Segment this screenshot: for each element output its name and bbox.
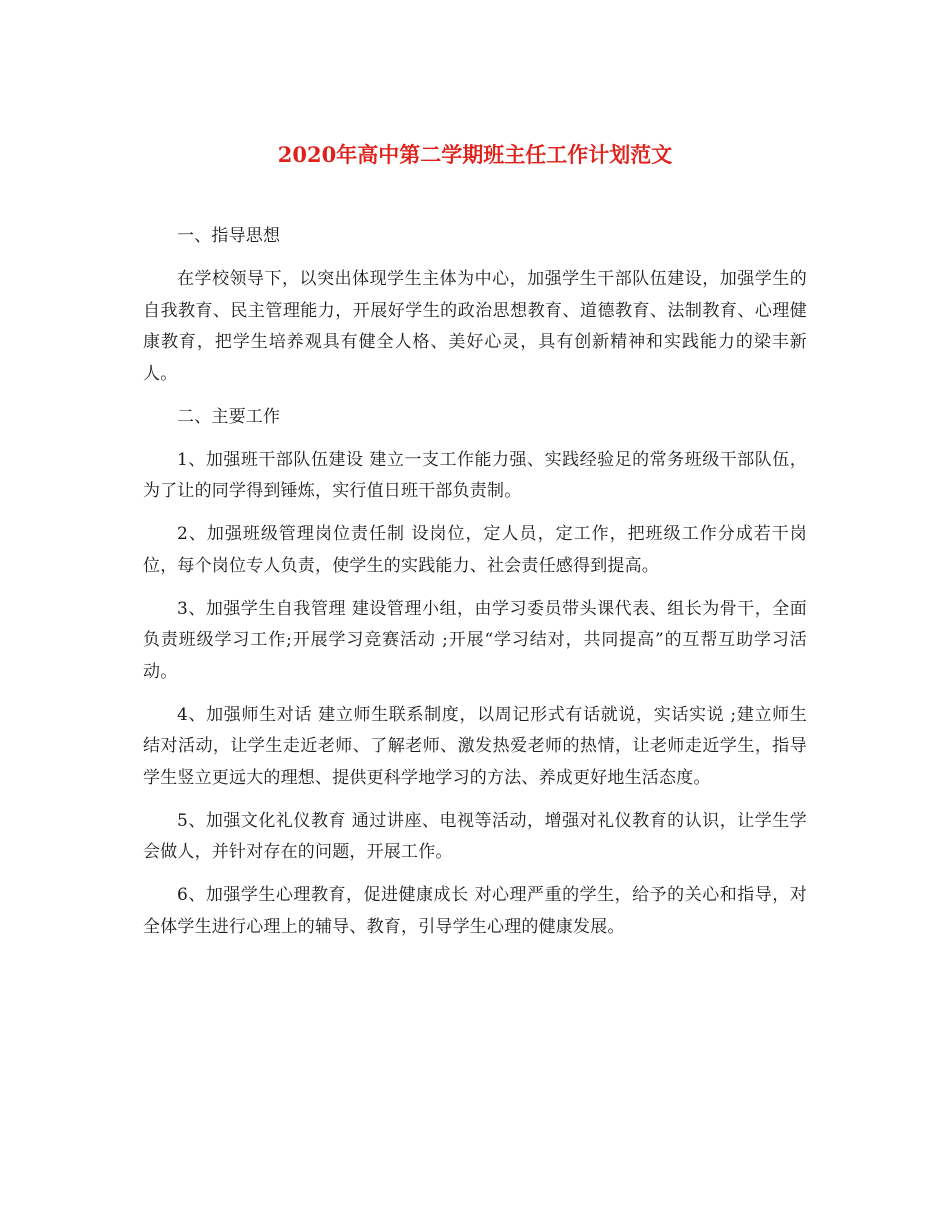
document-body (143, 221, 807, 955)
section-heading-guiding-ideology: 一、指导思想 (177, 226, 281, 246)
paragraph-item-2: 2、加强班级管理岗位责任制 设岗位，定人员，定工作，把班级工作分成若干岗位，每个岗位专人负责，使学生的实践能力、社会责任感得到提高。 (143, 524, 807, 576)
paragraph-item-6: 6、加强学生心理教育，促进健康成长 对心理严重的学生，给予的关心和指导，对全体学生进行心理上的辅导、教育，引导学生心理的健康发展。 (143, 885, 807, 937)
document-title: 2020年高中第二学期班主任工作计划范文 (277, 142, 673, 167)
paragraph-item-1: 1、加强班干部队伍建设 建立一支工作能力强、实践经验足的常务班级干部队伍， 为了让的同学得到锤炼，实行值日班干部负责制。 (143, 449, 807, 501)
paragraph-guiding-ideology: 在学校领导下，以突出体现学生主体为中心，加强学生干部队伍建设，加强学生的自我教育、民主管理能力，开展好学生的政治思想教育、道德教育、法制教育、心理健康教育，把学生培养观具有健全人格、美好心灵，具有创新精神和实践能力的梁丰新人。 (143, 269, 807, 384)
paragraph-item-4: 4、加强师生对话 建立师生联系制度，以周记形式有话就说，实话实说 ;建立师生结对活动，让学生走近老师、了解老师、激发热爱老师的热情，让老师走近学生，指导学生竖立更远大的理想、提供更科学地学习的方法、养成更好地生活态度。 (143, 704, 807, 788)
section-heading-main-work: 二、主要工作 (177, 406, 281, 427)
paragraph-item-3: 3、加强学生自我管理 建设管理小组，由学习委员带头课代表、组长为骨干，全面负责班级学习工作;开展学习竞赛活动 ;开展“学习结对，共同提高”的互帮互助学习活动。 (143, 598, 807, 682)
paragraph-item-5: 5、加强文化礼仪教育 通过讲座、电视等活动，增强对礼仪教育的认识，让学生学会做人，并针对存在的问题，开展工作。 (143, 810, 807, 862)
